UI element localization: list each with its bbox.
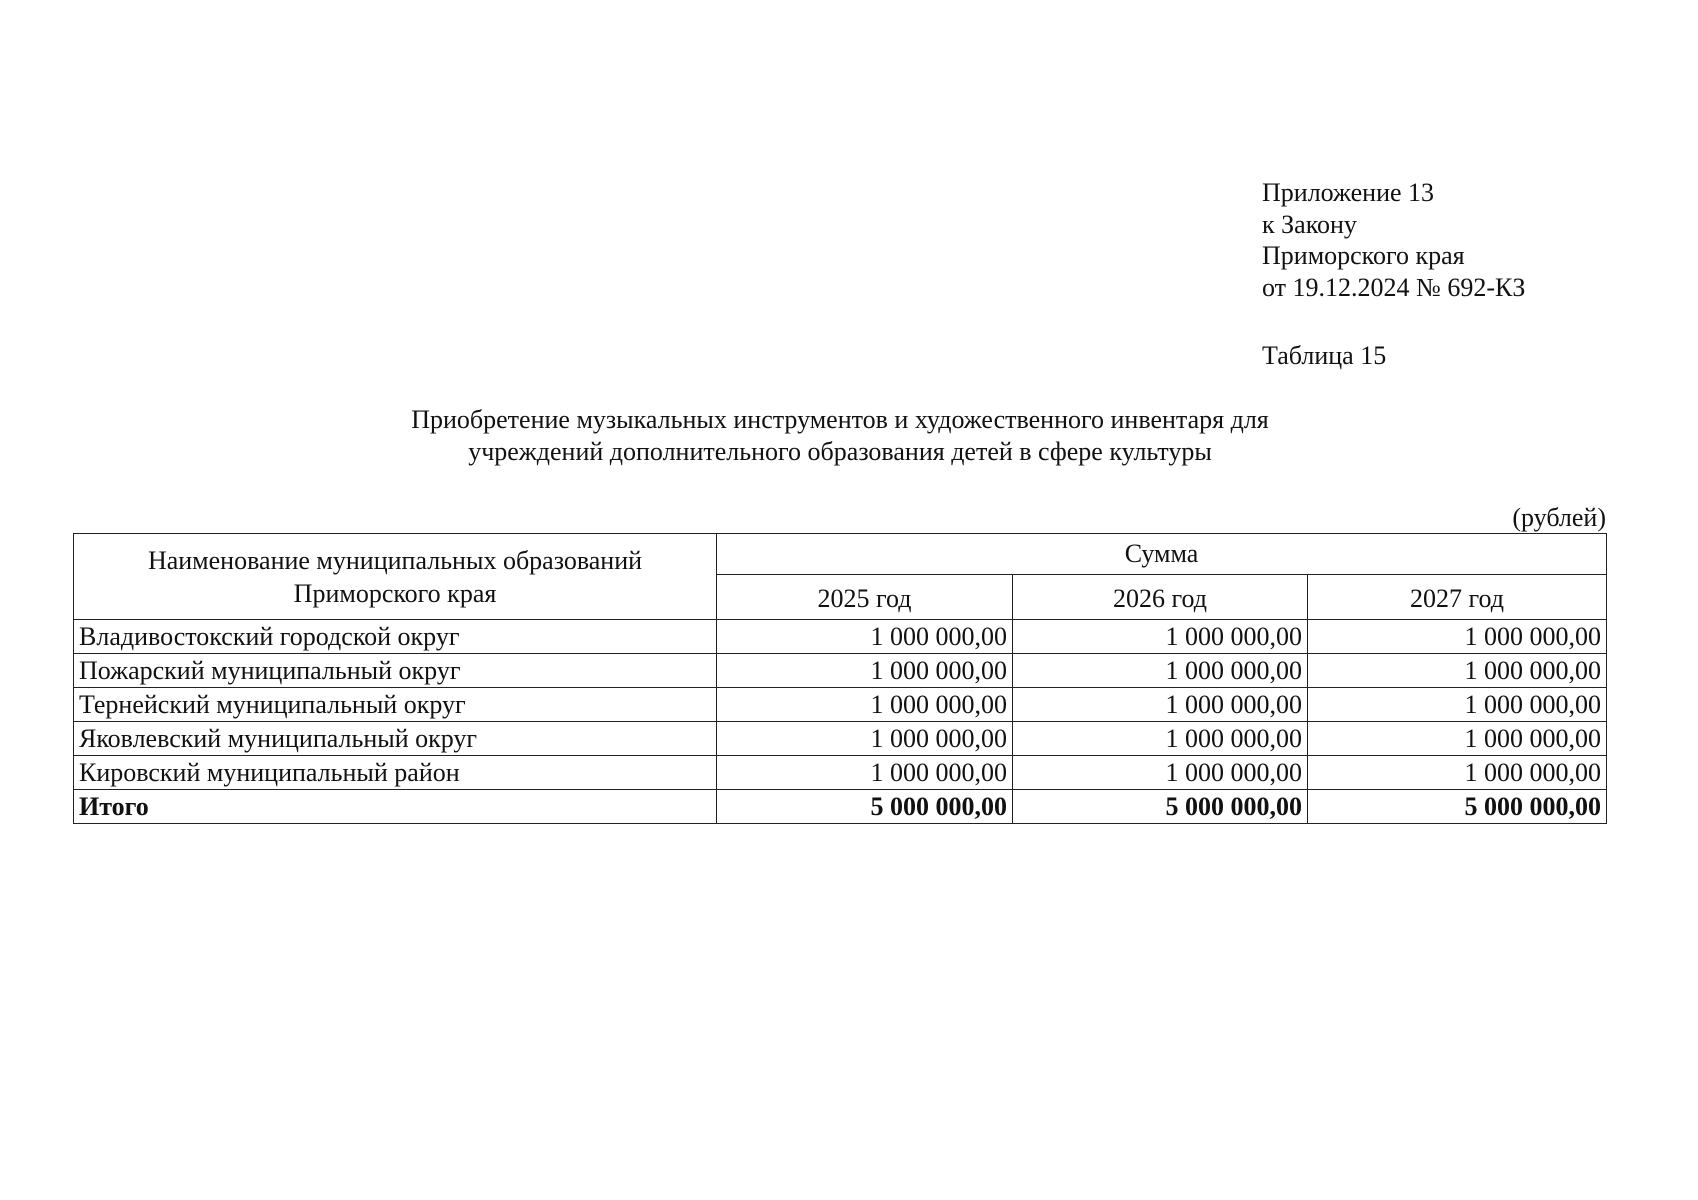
table-row [74, 756, 1607, 790]
amount-2025: 1 000 000,00 [717, 688, 1013, 722]
table-number: Таблица 15 [1262, 341, 1387, 370]
municipality-header-line-1: Наименование муниципальных образований [147, 545, 643, 575]
amount-2026: 1 000 000,00 [1013, 688, 1308, 722]
amount-2025: 1 000 000,00 [717, 756, 1013, 790]
appendix-block [1262, 177, 1525, 303]
appendix-line: Приморского края [1262, 241, 1465, 270]
total-2025: 5 000 000,00 [717, 790, 1013, 824]
amount-2027: 1 000 000,00 [1308, 756, 1607, 790]
municipality-name: Яковлевский муниципальный округ [74, 722, 717, 756]
amount-2026: 1 000 000,00 [1013, 722, 1308, 756]
year-header-2025: 2025 год [717, 575, 1013, 620]
appendix-line: Приложение 13 [1262, 178, 1435, 207]
year-header-2026: 2026 год [1013, 575, 1308, 620]
table-row [74, 620, 1607, 654]
amount-2026: 1 000 000,00 [1013, 620, 1308, 654]
amount-2025: 1 000 000,00 [717, 654, 1013, 688]
amount-2026: 1 000 000,00 [1013, 756, 1308, 790]
municipality-name: Владивостокский городской округ [74, 620, 717, 654]
funding-table [73, 533, 1607, 824]
total-2026: 5 000 000,00 [1013, 790, 1308, 824]
amount-2027: 1 000 000,00 [1308, 620, 1607, 654]
appendix-line: от 19.12.2024 № 692-КЗ [1262, 272, 1526, 302]
municipality-header-line-2: Приморского края [293, 578, 497, 608]
units-label: (рублей) [1512, 503, 1606, 532]
municipality-column-header [74, 534, 717, 620]
appendix-line: к Закону [1262, 209, 1357, 239]
amount-2027: 1 000 000,00 [1308, 654, 1607, 688]
amount-2025: 1 000 000,00 [717, 722, 1013, 756]
table-row [74, 722, 1607, 756]
year-header-2027: 2027 год [1308, 575, 1607, 620]
sum-column-header: Сумма [717, 534, 1607, 575]
amount-2027: 1 000 000,00 [1308, 688, 1607, 722]
table-row [74, 688, 1607, 722]
table-row [74, 654, 1607, 688]
amount-2027: 1 000 000,00 [1308, 722, 1607, 756]
title-line-2: учреждений дополнительного образования детей в сфере культуры [468, 437, 1212, 466]
municipality-name: Кировский муниципальный район [74, 756, 717, 790]
total-label: Итого [74, 790, 717, 824]
amount-2026: 1 000 000,00 [1013, 654, 1308, 688]
document-title [200, 404, 1480, 468]
total-2027: 5 000 000,00 [1308, 790, 1607, 824]
title-line-1: Приобретение музыкальных инструментов и художественного инвентаря для [411, 405, 1269, 434]
municipality-name: Пожарский муниципальный округ [74, 654, 717, 688]
municipality-name: Тернейский муниципальный округ [74, 688, 717, 722]
total-row [74, 790, 1607, 824]
amount-2025: 1 000 000,00 [717, 620, 1013, 654]
